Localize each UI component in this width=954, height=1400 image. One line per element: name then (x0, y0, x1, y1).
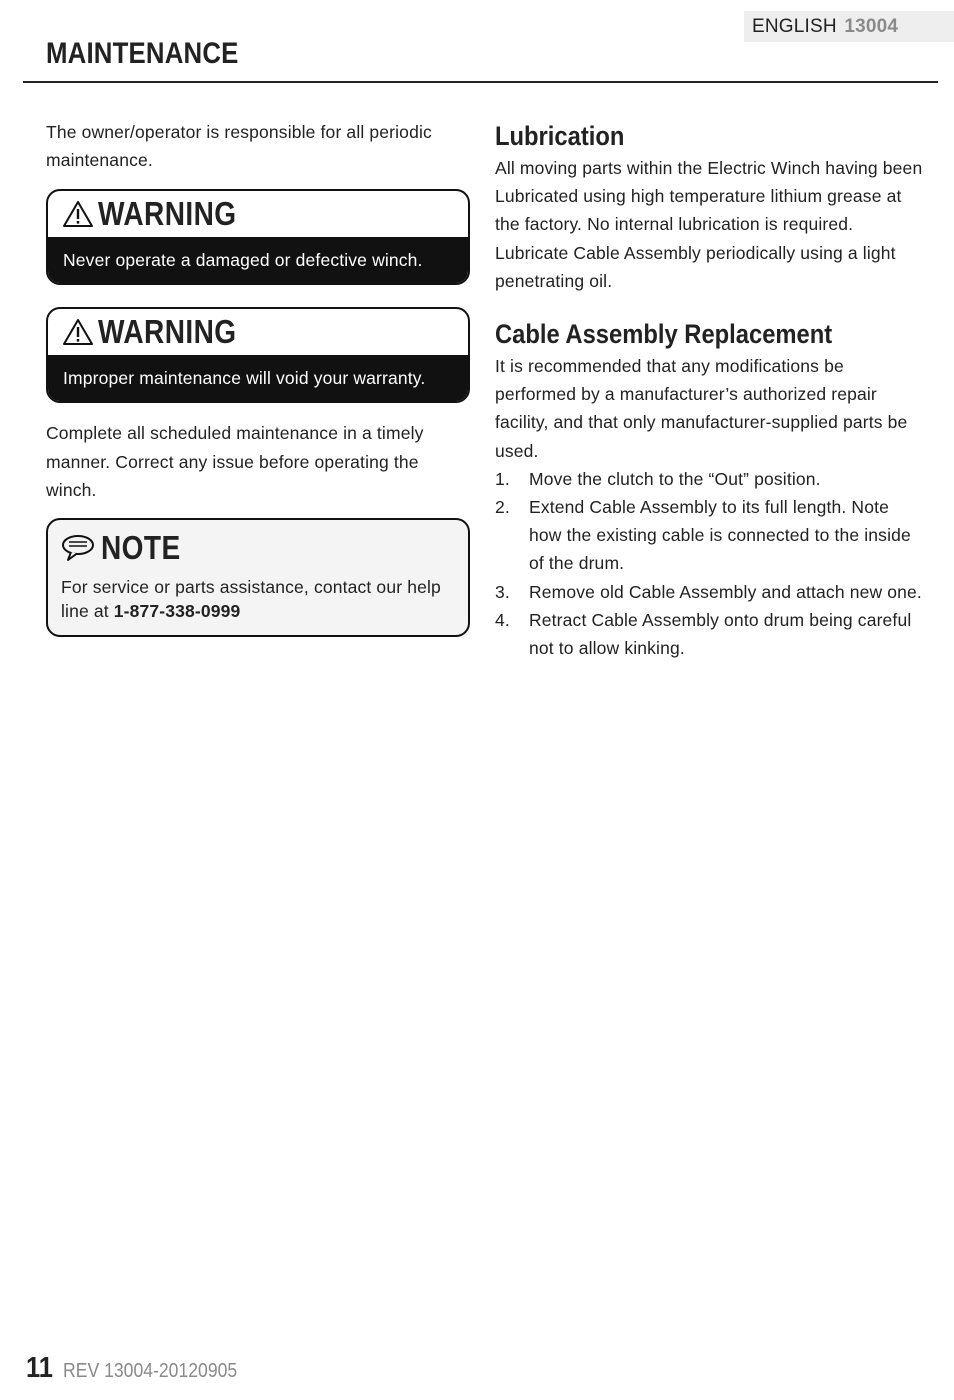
step-text: Remove old Cable Assembly and attach new one. (529, 581, 922, 602)
warning-box-warranty (46, 307, 470, 403)
list-item (495, 493, 925, 578)
warning-header (48, 309, 468, 355)
step-number: 2. (495, 497, 510, 518)
language-label: ENGLISH (752, 16, 837, 37)
list-item (495, 606, 925, 662)
step-text: Extend Cable Assembly to its full length. Note how the existing cable is connected to the inside of the drum. (529, 497, 911, 574)
note-body: For service or parts assistance, contact our help line at (61, 577, 441, 622)
step-text: Retract Cable Assembly onto drum being careful not to allow kinking. (529, 609, 912, 659)
warning-text: Never operate a damaged or defective winch. (48, 237, 468, 283)
speech-bubble-icon (61, 533, 97, 563)
page-title: MAINTENANCE (46, 37, 239, 70)
cable-replacement-paragraph: It is recommended that any modifications be performed by a manufacturer’s authorized repair facility, and that only manufacturer-supplied parts be used. (495, 356, 908, 461)
intro-paragraph: The owner/operator is responsible for all periodic maintenance. (46, 122, 432, 171)
lubrication-paragraph: All moving parts within the Electric Winch having been Lubricated using high temperature lithium grease at the factory. No internal lubrication is required. Lubricate Cable Assembly periodically using a light penetrating oil. (495, 158, 923, 291)
warning-triangle-icon (62, 200, 94, 228)
help-line-phone: 1-877-338-0999 (113, 601, 241, 622)
list-item (495, 578, 925, 606)
step-number: 3. (495, 581, 510, 602)
step-text: Move the clutch to the “Out” position. (529, 468, 821, 489)
page-number: 11 (26, 1352, 53, 1384)
replacement-steps (495, 465, 925, 662)
revision-code: REV 13004-20120905 (63, 1360, 238, 1382)
warning-header (48, 191, 468, 237)
step-number: 4. (495, 609, 510, 630)
note-box (46, 518, 470, 637)
lubrication-heading: Lubrication (495, 121, 625, 151)
language-tag (744, 11, 954, 42)
model-number: 13004 (844, 16, 899, 37)
warning-box-damaged (46, 189, 470, 285)
note-text (61, 575, 454, 623)
step-number: 1. (495, 468, 510, 489)
cable-replacement-heading: Cable Assembly Replacement (495, 319, 833, 350)
page-footer (26, 1352, 261, 1385)
warning-triangle-icon (62, 318, 94, 346)
warning-text: Improper maintenance will void your warranty. (48, 355, 468, 401)
header-rule (23, 81, 938, 83)
schedule-paragraph: Complete all scheduled maintenance in a timely manner. Correct any issue before operating the winch. (46, 423, 424, 500)
note-title: NOTE (101, 529, 181, 567)
list-item (495, 465, 925, 493)
warning-title: WARNING (98, 195, 237, 233)
warning-title: WARNING (98, 313, 237, 351)
note-header (61, 530, 454, 566)
left-column (46, 118, 470, 637)
right-column (495, 118, 925, 662)
